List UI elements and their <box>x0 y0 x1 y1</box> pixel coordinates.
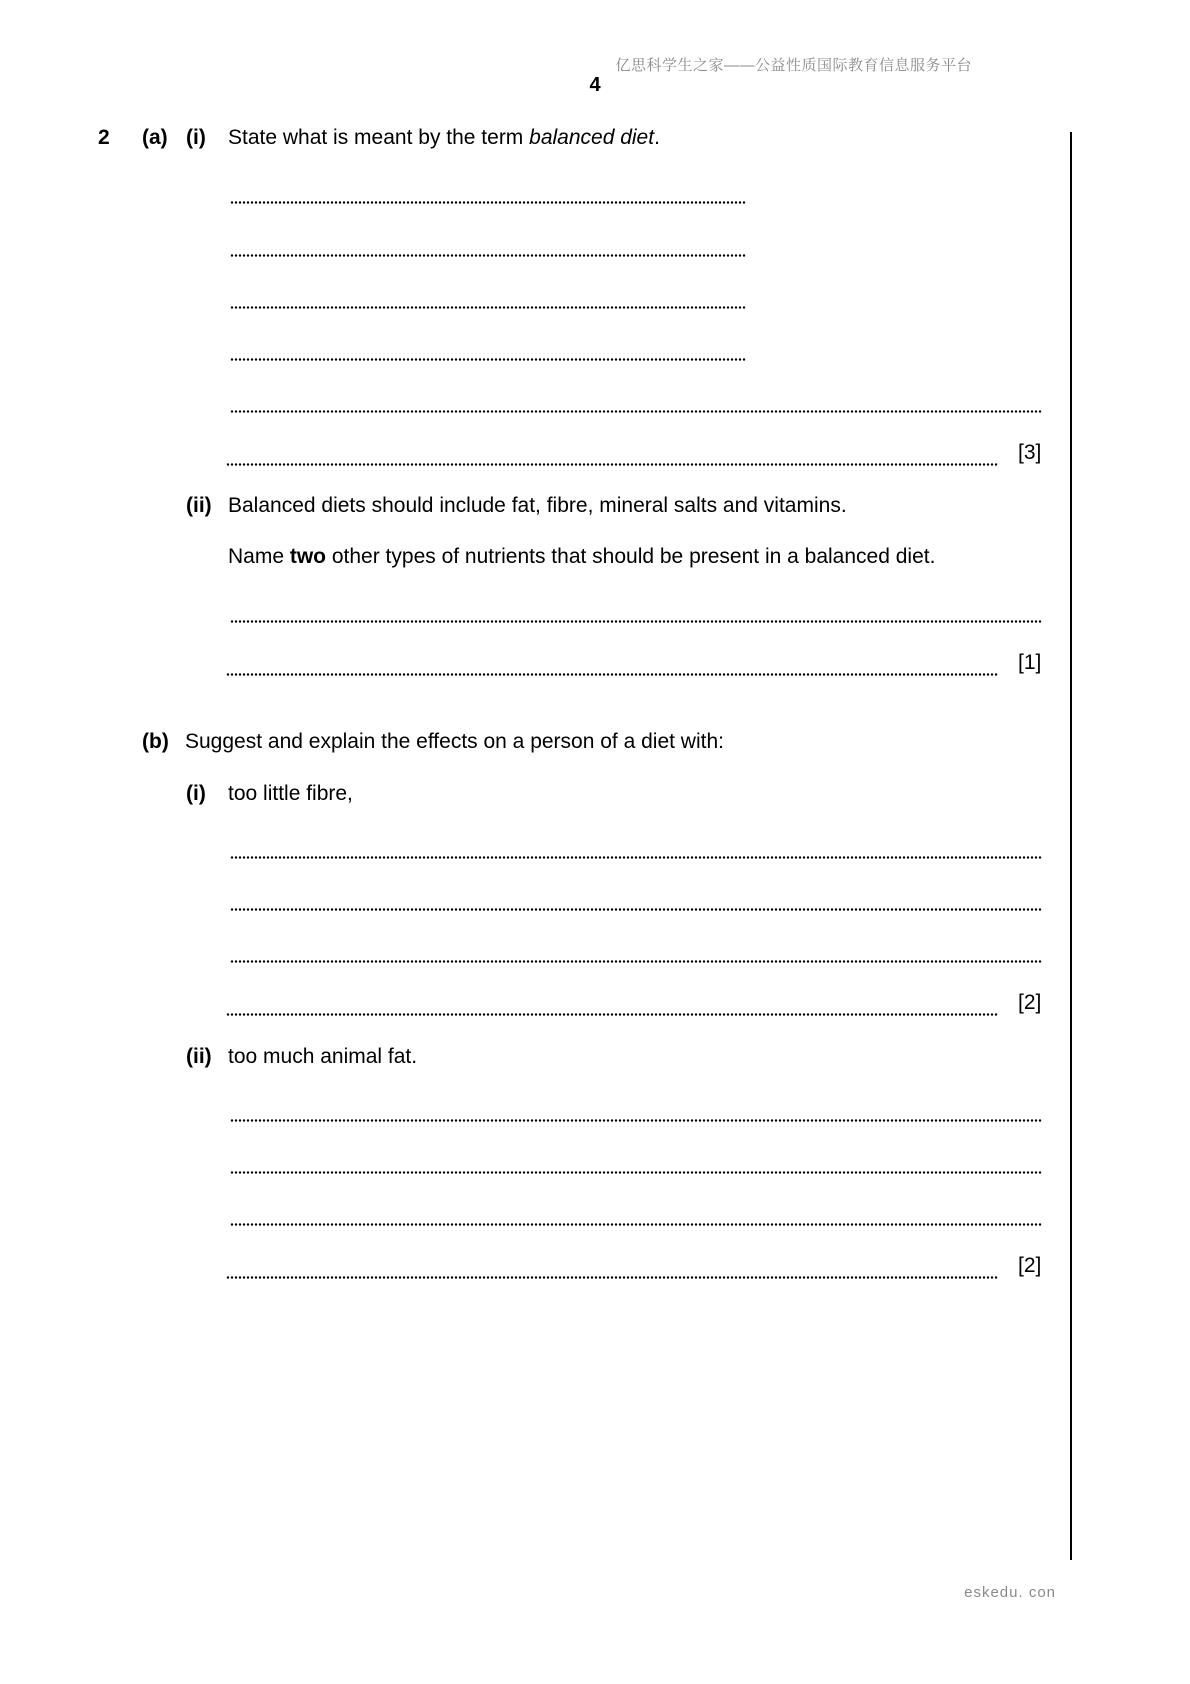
marks-b-ii: [2] <box>1018 1254 1042 1277</box>
margin-rule <box>1070 132 1072 1560</box>
prompt-text: State what is meant by the term <box>228 126 530 149</box>
line2-end: other types of nutrients that should be present in a balanced diet. <box>326 545 936 568</box>
prompt-term: balanced diet <box>529 126 655 149</box>
answer-line[interactable] <box>230 201 746 204</box>
answer-line[interactable] <box>230 410 1042 413</box>
part-a-ii-line2 <box>228 545 935 569</box>
prompt-end: . <box>654 126 660 149</box>
line2-bold: two <box>289 545 327 568</box>
answer-line[interactable] <box>230 254 746 257</box>
part-a-ii-line1: Balanced diets should include fat, fibre, mineral salts and vitamins. <box>228 494 847 517</box>
answer-line[interactable] <box>226 463 998 466</box>
part-a-ii-label: (ii) <box>186 494 212 517</box>
answer-line[interactable] <box>230 620 1042 623</box>
answer-line[interactable] <box>230 856 1042 859</box>
answer-line[interactable] <box>230 960 1042 963</box>
answer-line[interactable] <box>226 1013 998 1016</box>
answer-line[interactable] <box>226 673 998 676</box>
answer-line[interactable] <box>230 1171 1042 1174</box>
answer-line[interactable] <box>230 358 746 361</box>
answer-line[interactable] <box>230 1119 1042 1122</box>
part-a-label: (a) <box>142 126 168 149</box>
part-b-ii-label: (ii) <box>186 1045 212 1068</box>
question-number: 2 <box>98 126 110 149</box>
footer-site: eskedu. con <box>964 1584 1056 1601</box>
answer-line[interactable] <box>226 1276 998 1279</box>
part-b-ii-text: too much animal fat. <box>228 1045 418 1068</box>
part-a-i-prompt <box>228 126 660 150</box>
part-b-i-text: too little fibre, <box>228 782 353 805</box>
part-b-label: (b) <box>142 730 169 753</box>
line2-text: Name <box>228 545 290 568</box>
marks-b-i: [2] <box>1018 991 1042 1014</box>
part-a-i-label: (i) <box>186 126 206 149</box>
page-number: 4 <box>589 74 601 96</box>
part-b-i-label: (i) <box>186 782 206 805</box>
marks-a-ii: [1] <box>1018 651 1042 674</box>
marks-a-i: [3] <box>1018 441 1042 464</box>
answer-line[interactable] <box>230 1223 1042 1226</box>
answer-line[interactable] <box>230 908 1042 911</box>
part-b-stem: Suggest and explain the effects on a person of a diet with: <box>185 730 724 753</box>
answer-line[interactable] <box>230 306 746 309</box>
watermark-text: 亿思科学生之家——公益性质国际教育信息服务平台 <box>615 57 972 74</box>
